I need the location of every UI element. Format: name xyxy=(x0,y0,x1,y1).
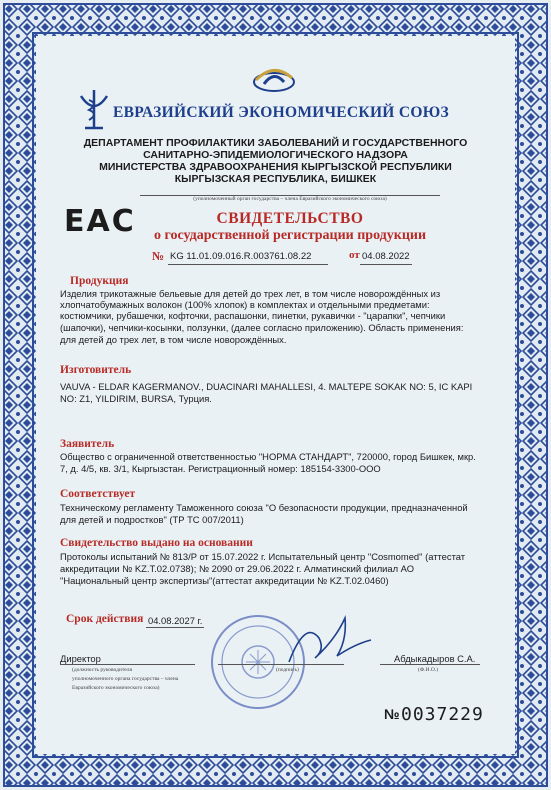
manufacturer-line-2: NO: Z1, YILDIRIM, BURSA, Турция. xyxy=(60,393,212,404)
health-emblem-icon xyxy=(77,86,111,132)
basis-line-2: аккредитации № KZ.T.02.0738); № 2090 от 29.06.2022 г. Алматинский филиал АО xyxy=(60,563,415,574)
serial-number: 0037229 xyxy=(401,704,484,725)
caption-left-1: (должность руководителя xyxy=(72,667,132,673)
conformity-heading: Соответствует xyxy=(60,488,136,500)
caption-left-2: уполномоченного органа государства – члена xyxy=(72,676,179,682)
union-name: ЕВРАЗИЙСКИЙ ЭКОНОМИЧЕСКИЙ СОЮЗ xyxy=(113,104,449,121)
signature-rule-right xyxy=(380,664,480,665)
department-line-2: САНИТАРНО-ЭПИДЕМИОЛОГИЧЕСКОГО НАДЗОРА xyxy=(143,149,408,161)
signatory-name: Абдыкадыров С.А. xyxy=(394,653,476,664)
caption-mid: (подпись) xyxy=(276,667,299,673)
validity-underline xyxy=(146,627,204,628)
department-line-4: КЫРГЫЗСКАЯ РЕСПУБЛИКА, БИШКЕК xyxy=(174,173,377,185)
number-underline xyxy=(168,264,328,265)
product-heading: Продукция xyxy=(70,275,129,287)
signature-rule-mid xyxy=(218,664,344,665)
caption-left-3: Евразийского экономического союза) xyxy=(72,685,160,691)
applicant-line-1: Общество с ограниченной ответственностью "НОРМА СТАНДАРТ", 720000, город Бишкек, мкр. xyxy=(60,451,476,462)
validity-date: 04.08.2027 г. xyxy=(148,615,203,626)
signature-rule-left xyxy=(60,664,195,665)
certificate-date: 04.08.2022 xyxy=(362,251,410,262)
eac-mark-icon: EAC xyxy=(64,204,136,239)
eeu-logo-icon xyxy=(250,62,298,96)
date-underline xyxy=(360,264,412,265)
manufacturer-line-1: VAUVA - ELDAR KAGERMANOV., DUACINARI MAHALLESI, 4. MALTEPE SOKAK NO: 5, IC KAPI xyxy=(60,381,473,392)
date-prefix: от xyxy=(349,249,360,261)
signatory-position: Директор xyxy=(60,653,101,664)
caption-right: (Ф.И.О.) xyxy=(418,667,439,673)
product-line-4: (шапочки), чепчики-косынки, ползунки, (далее согласно приложению). Область применения: xyxy=(60,322,464,333)
serial-prefix: № xyxy=(384,706,400,722)
product-line-2: хлопчатобумажных волокон (100% хлопок) в комплектах и отдельными предметами: xyxy=(60,299,430,310)
product-line-3: костюмчики, рубашечки, кофточки, распашонки, пинетки, рукавички - "царапки", чепчики xyxy=(60,310,446,321)
applicant-line-2: 7, д. 4/5, кв. 3/1, Кыргызстан. Регистрационный номер: 185154-3300-ООО xyxy=(60,463,381,474)
caption-rule xyxy=(140,195,440,196)
conformity-line-1: Техническому регламенту Таможенного союза "О безопасности продукции, предназначенной xyxy=(60,502,468,513)
authority-caption: (уполномоченный орган государства – члена Евразийского экономического союза) xyxy=(193,196,387,202)
applicant-heading: Заявитель xyxy=(60,438,115,450)
number-prefix: № xyxy=(152,249,165,263)
certificate-title: СВИДЕТЕЛЬСТВО xyxy=(216,210,364,227)
conformity-line-2: для детей и подростков" (ТР ТС 007/2011) xyxy=(60,514,244,525)
signature-icon xyxy=(285,610,375,670)
department-line-1: ДЕПАРТАМЕНТ ПРОФИЛАКТИКИ ЗАБОЛЕВАНИЙ И ГОСУДАРСТВЕННОГО xyxy=(83,137,468,149)
basis-line-3: "Национальный центр экспертизы"(аттестат аккредитации № KZ.T.02.0460) xyxy=(60,575,389,586)
manufacturer-heading: Изготовитель xyxy=(60,364,132,376)
product-line-1: Изделия трикотажные бельевые для детей до трех лет, в том числе новорождённых из xyxy=(60,288,441,299)
certificate-number: KG 11.01.09.016.R.003761.08.22 xyxy=(170,251,312,262)
product-line-5: для детей до трех лет, в том числе новорождённых. xyxy=(60,334,287,345)
validity-label: Срок действия xyxy=(66,613,144,625)
basis-line-1: Протоколы испытаний № 813/Р от 15.07.2022 г. Испытательный центр "Cosmomed" (аттестат xyxy=(60,551,466,562)
basis-heading: Свидетельство выдано на основании xyxy=(60,537,253,549)
certificate-subtitle: о государственной регистрации продукции xyxy=(153,228,427,243)
department-line-3: МИНИСТЕРСТВА ЗДРАВООХРАНЕНИЯ КЫРГЫЗСКОЙ РЕСПУБЛИКИ xyxy=(99,161,452,173)
